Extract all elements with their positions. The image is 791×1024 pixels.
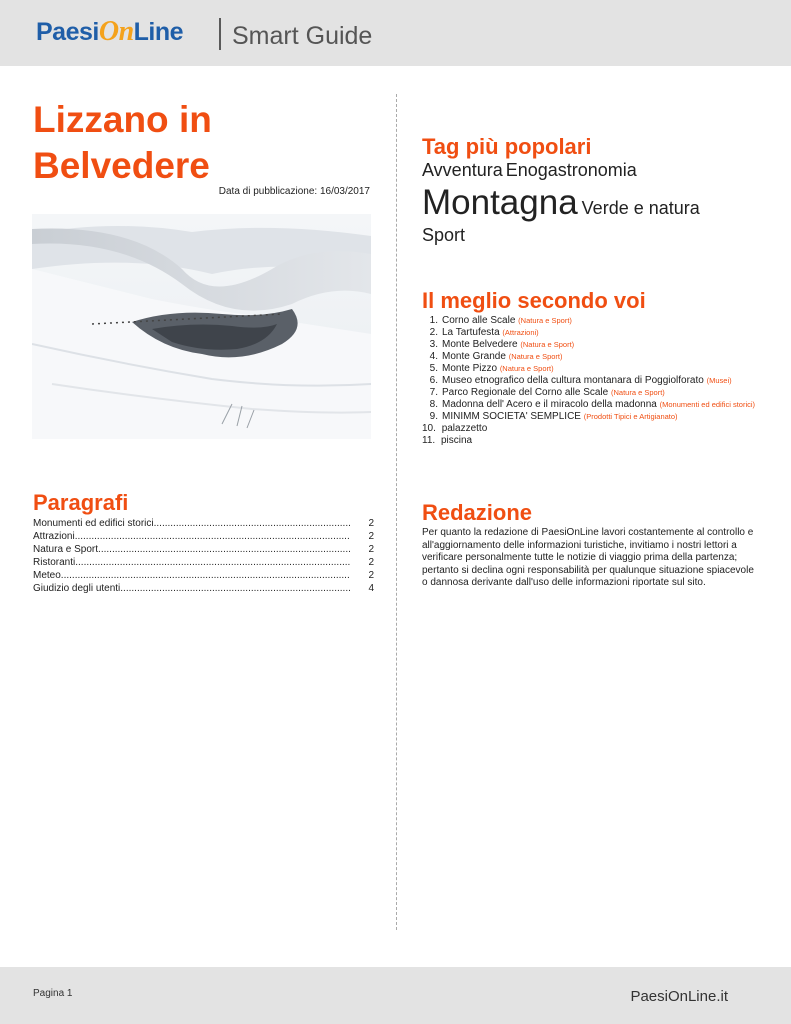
list-item[interactable] <box>422 375 767 387</box>
list-item-number: 7. <box>429 387 438 398</box>
list-item-name: La Tartufesta <box>442 327 500 338</box>
toc-page: 2 <box>368 544 374 555</box>
toc-row[interactable] <box>33 544 374 557</box>
list-item-number: 8. <box>429 399 438 410</box>
list-item-number: 11. <box>422 435 436 446</box>
list-item-number: 1. <box>429 315 438 326</box>
list-item[interactable] <box>422 327 767 339</box>
list-item[interactable] <box>422 339 767 351</box>
list-item-name: Monte Grande <box>442 351 506 362</box>
popular-tags-title: Tag più popolari <box>422 134 592 159</box>
toc-label: Monumenti ed edifici storici <box>33 518 154 529</box>
list-item-name: piscina <box>440 435 473 446</box>
list-item[interactable] <box>422 399 767 411</box>
toc-leader <box>154 518 350 529</box>
list-item-category: (Natura e Sport) <box>508 352 563 361</box>
list-item-number: 6. <box>429 375 438 386</box>
list-item[interactable] <box>422 315 767 327</box>
paragrafi-title: Paragrafi <box>33 490 129 515</box>
toc-label: Ristoranti <box>33 557 76 568</box>
list-item-number: 5. <box>429 363 438 374</box>
redazione-disclaimer: Per quanto la redazione di PaesiOnLine lavori costantemente al controllo e all'aggiornamento delle informazioni turistiche, invitiamo i nostri lettori a verificare personalmente tutte le notizie di viaggio prima della partenza; pertanto si declina ogni responsabilità per qualunque situazione spiacevole o dannosa derivante dall'uso delle informazioni riportate sul sito. <box>422 527 754 588</box>
list-item-number: 9. <box>429 411 438 422</box>
toc-row[interactable] <box>33 583 374 596</box>
toc-page: 2 <box>368 531 374 542</box>
list-item-name: Monte Belvedere <box>442 339 518 350</box>
list-item-number: 4. <box>429 351 438 362</box>
toc-page: 2 <box>368 557 374 568</box>
toc-page: 4 <box>368 583 374 594</box>
toc-label: Natura e Sport <box>33 544 99 555</box>
toc-leader <box>75 557 350 568</box>
list-item-category: (Prodotti Tipici e Artigianato) <box>583 412 678 421</box>
list-item[interactable] <box>422 351 767 363</box>
list-item-name: Parco Regionale del Corno alle Scale <box>442 387 609 398</box>
tag-link[interactable]: Verde e natura <box>581 198 700 218</box>
page-number: Pagina 1 <box>33 988 73 999</box>
logo-text-on: On <box>98 16 134 47</box>
page-footer <box>0 967 791 1024</box>
toc-label: Giudizio degli utenti <box>33 583 121 594</box>
header-title: Smart Guide <box>232 22 373 50</box>
logo-text-line: Line <box>133 18 184 46</box>
tag-link[interactable]: Sport <box>422 225 466 245</box>
best-of-title: Il meglio secondo voi <box>422 288 646 313</box>
table-of-contents <box>33 518 374 596</box>
list-item-category: (Attrazioni) <box>502 328 539 337</box>
tag-link[interactable]: Enogastronomia <box>505 160 637 180</box>
header-separator <box>219 18 221 50</box>
footer-site-link[interactable]: PaesiOnLine.it <box>630 988 728 1005</box>
list-item-name: MINIMM SOCIETA' SEMPLICE <box>442 411 581 422</box>
toc-leader <box>98 544 350 555</box>
toc-leader <box>75 531 350 542</box>
list-item-number: 2. <box>429 327 438 338</box>
list-item-number: 3. <box>429 339 438 350</box>
paesionline-logo[interactable] <box>36 16 183 56</box>
toc-row[interactable] <box>33 518 374 531</box>
list-item-name: palazzetto <box>441 423 488 434</box>
list-item-category: (Natura e Sport) <box>518 316 572 325</box>
tag-cloud <box>422 160 762 246</box>
list-item[interactable] <box>422 423 767 435</box>
publication-date: Data di pubblicazione: 16/03/2017 <box>218 186 370 197</box>
list-item-category: (Monumenti ed edifici storici) <box>659 400 756 409</box>
toc-row[interactable] <box>33 531 374 544</box>
list-item-number: 10. <box>422 423 436 434</box>
list-item-category: (Musei) <box>706 376 732 385</box>
list-item-category: (Natura e Sport) <box>499 364 554 373</box>
toc-row[interactable] <box>33 570 374 583</box>
best-of-list <box>422 315 767 447</box>
page-title: Lizzano in Belvedere <box>33 99 212 186</box>
list-item-category: (Natura e Sport) <box>520 340 575 349</box>
toc-label: Meteo <box>33 570 61 581</box>
list-item[interactable] <box>422 411 767 423</box>
toc-page: 2 <box>368 518 374 529</box>
tag-link[interactable]: Montagna <box>422 183 578 222</box>
toc-leader <box>120 583 350 594</box>
toc-leader <box>61 570 350 581</box>
logo-text-paesi: Paesi <box>36 18 99 46</box>
toc-page: 2 <box>368 570 374 581</box>
list-item-name: Museo etnografico della cultura montanara di Poggiolforato <box>442 375 704 386</box>
toc-row[interactable] <box>33 557 374 570</box>
list-item[interactable] <box>422 387 767 399</box>
list-item[interactable] <box>422 435 767 447</box>
snowy-landscape-photo <box>32 214 371 439</box>
list-item-category: (Natura e Sport) <box>611 388 665 397</box>
list-item[interactable] <box>422 363 767 375</box>
list-item-name: Monte Pizzo <box>442 363 498 374</box>
list-item-name: Madonna dell' Acero e il miracolo della madonna <box>442 399 657 410</box>
list-item-name: Corno alle Scale <box>442 315 516 326</box>
toc-label: Attrazioni <box>33 531 75 542</box>
redazione-title: Redazione <box>422 500 533 525</box>
tag-link[interactable]: Avventura <box>422 160 503 180</box>
column-divider <box>396 94 397 930</box>
page-header <box>0 0 791 66</box>
